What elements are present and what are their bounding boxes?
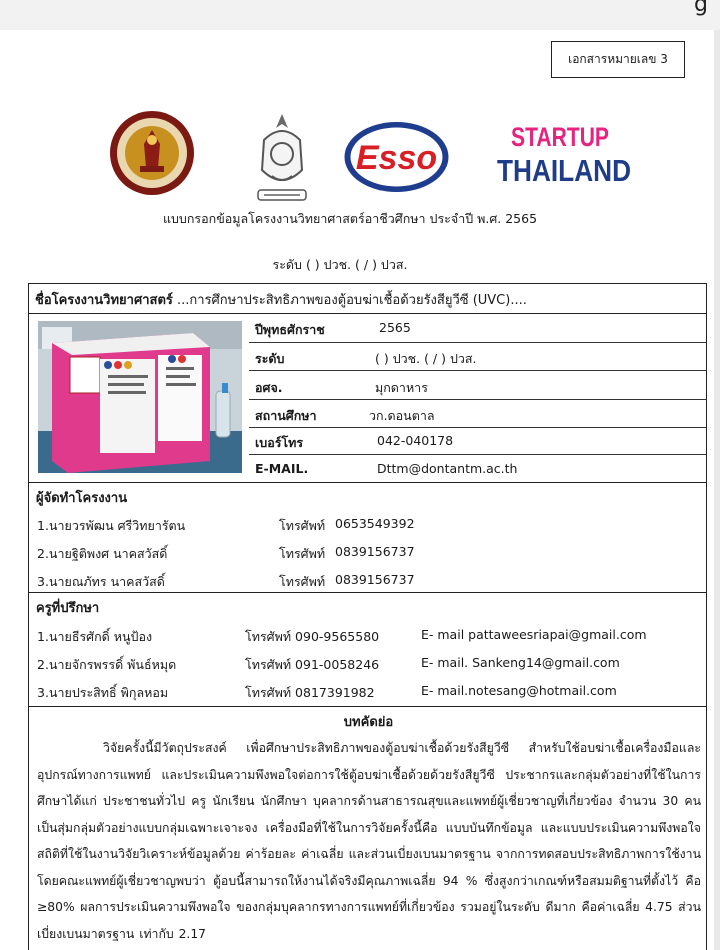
organizer-2-phone: 0839156737 [335,544,415,559]
project-info-box [28,313,707,483]
abstract-body: วิจัยครั้งนี้มีวัตถุประสงค์ เพื่อศึกษาประสิทธิภาพของตู้อบฆ่าเชื้อด้วยรังสียูวีซี สำหรับใช้อบฆ่าเชื้อเครื่องมือและอุปกรณ์ทางการแพทย์ และประเมินความพึงพอใจต่อการใช้ตู้อบฆ่าเชื้อด้วยด้วยรังสียูวีซี ประชากรและกลุ่มตัวอย่างที่ใช้ในการศึกษาได้แก่ ประชาชนทั่วไป ครู นักเรียน นักศึกษา บุคลากรด้านสาธารณสุขและแพทย์ผู้เชี่ยวชาญที่เกี่ยวข้อง จำนวน 30 คน เป็นสุ่มกลุ่มตัวอย่างแบบกลุ่มเฉพาะเจาะจง เครื่องมือที่ใช้ในการวิจัยครั้งนี้คือ แบบบันทึกข้อมูล และแบบประเมินความพึงพอใจ สถิติที่ใช้ในงานวิจัยวิเคราะห์ข้อมูลด้วย ค่าร้อยละ ค่าเฉลี่ย และส่วนเบี่ยงเบนมาตรฐาน จากการทดสอบประสิทธิภาพการใช้งานโดยคณะแพทย์ผู้เชี่ยวชาญพบว่า ตู้อบนี้สามารถให้งานได้จริงมีคุณภาพเฉลี่ย 94 % ซึ่งสูงกว่าเกณฑ์หรือสมมติฐานที่ตั้งไว้ คือ ≥80% ผลการประเมินความพึงพอใจ ของกลุ่มบุคลากรทางการแพทย์ที่เกี่ยวข้อง รวมอยู่ในระดับ ดีมาก คือค่าเฉลี่ย 4.75 ส่วนเบี่ยงเบนมาตรฐาน เท่ากับ 2.17 [37,741,701,941]
advisors-section [28,592,707,707]
project-name-row [28,283,707,314]
organizer-1-phone-label: โทรศัพท์ [279,518,326,533]
info-row-year [249,314,706,342]
advisor-3-phone: โทรศัพท์ 0817391982 [245,685,375,700]
organizer-1-name: 1.นายวรพัฒน ศรีวิทยารัตน [37,518,186,533]
organizer-1-phone: 0653549392 [335,516,415,531]
advisor-1-email: E- mail pattaweesriapai@gmail.com [421,627,647,642]
info-table [249,314,706,482]
info-label-year: ปีพุทธศักราช [255,322,325,337]
abstract-title: บทคัดย่อ [343,715,394,730]
info-row-school [249,399,706,428]
info-value-level: ( ) ปวช. ( / ) ปวส. [375,351,477,366]
info-value-year: 2565 [379,320,411,335]
organizer-2-phone-label: โทรศัพท์ [279,546,326,561]
info-label-school: สถานศึกษา [255,408,317,423]
organizers-title: ผู้จัดทำโครงงาน [36,491,128,506]
organizers-section [28,482,707,593]
level-line: ระดับ ( ) ปวช. ( / ) ปวส. [272,257,408,272]
info-value-email: Dttm@dontantm.ac.th [377,461,518,476]
form-title: แบบกรอกข้อมูลโครงงานวิทยาศาสตร์อาชีวศึกษา ประจำปี พ.ศ. 2565 [162,211,538,226]
abstract-section [28,706,707,950]
info-row-level [249,342,706,371]
info-label-region: อศจ. [255,380,283,395]
advisor-2-email: E- mail. Sankeng14@gmail.com [421,655,620,670]
thailand-word: THAILAND [497,153,631,188]
info-value-phone: 042-040178 [377,433,454,448]
advisor-1-phone: โทรศัพท์ 090-9565580 [245,629,380,644]
advisor-2-name: 2.นายจักรพรรดิ์ พันธ์หมุด [37,657,177,672]
top-strip [0,0,720,30]
organizer-3-name: 3.นายณภัทร นาคสวัสดิ์ [37,574,165,589]
advisor-1-name: 1.นายธีรศักดิ์ หนูป้อง [37,629,153,644]
ovec-logo [108,110,196,196]
startup-thailand-logo [495,118,635,188]
info-row-phone [249,427,706,455]
advisor-3-name: 3.นายประสิทธิ์ พิกุลหอม [37,685,169,700]
esso-logo [343,120,450,194]
info-value-school: วก.ดอนตาล [369,408,435,423]
project-name-label: ชื่อโครงงานวิทยาศาสตร์ [35,293,173,308]
organizer-3-phone: 0839156737 [335,572,415,587]
organizer-3-phone-label: โทรศัพท์ [279,574,326,589]
uvc-cabinet-photo [38,321,242,473]
page-edge [714,30,720,950]
info-label-level: ระดับ [255,351,285,366]
info-label-phone: เบอร์โทร [255,435,304,450]
advisors-title: ครูที่ปรึกษา [36,601,100,616]
info-value-region: มุกดาหาร [375,380,428,395]
advisor-3-email: E- mail.notesang@hotmail.com [421,683,617,698]
previous-page-fragment: g [694,0,708,17]
esso-wordmark: Esso [355,139,438,177]
startup-word: STARTUP [511,122,609,152]
info-label-email: E-MAIL. [255,461,309,476]
document-number-box: เอกสารหมายเลข 3 [551,41,685,78]
organizer-2-name: 2.นายฐิติพงศ นาคสวัสดิ์ [37,546,168,561]
info-row-region [249,370,706,400]
advisor-2-phone: โทรศัพท์ 091-0058246 [245,657,380,672]
info-row-email [249,454,706,483]
project-name-value: ...การศึกษาประสิทธิภาพของตู้อบฆ่าเชื้อด้วยรังสียูวีซี (UVC).... [172,293,527,308]
school-emblem-logo [250,110,315,206]
